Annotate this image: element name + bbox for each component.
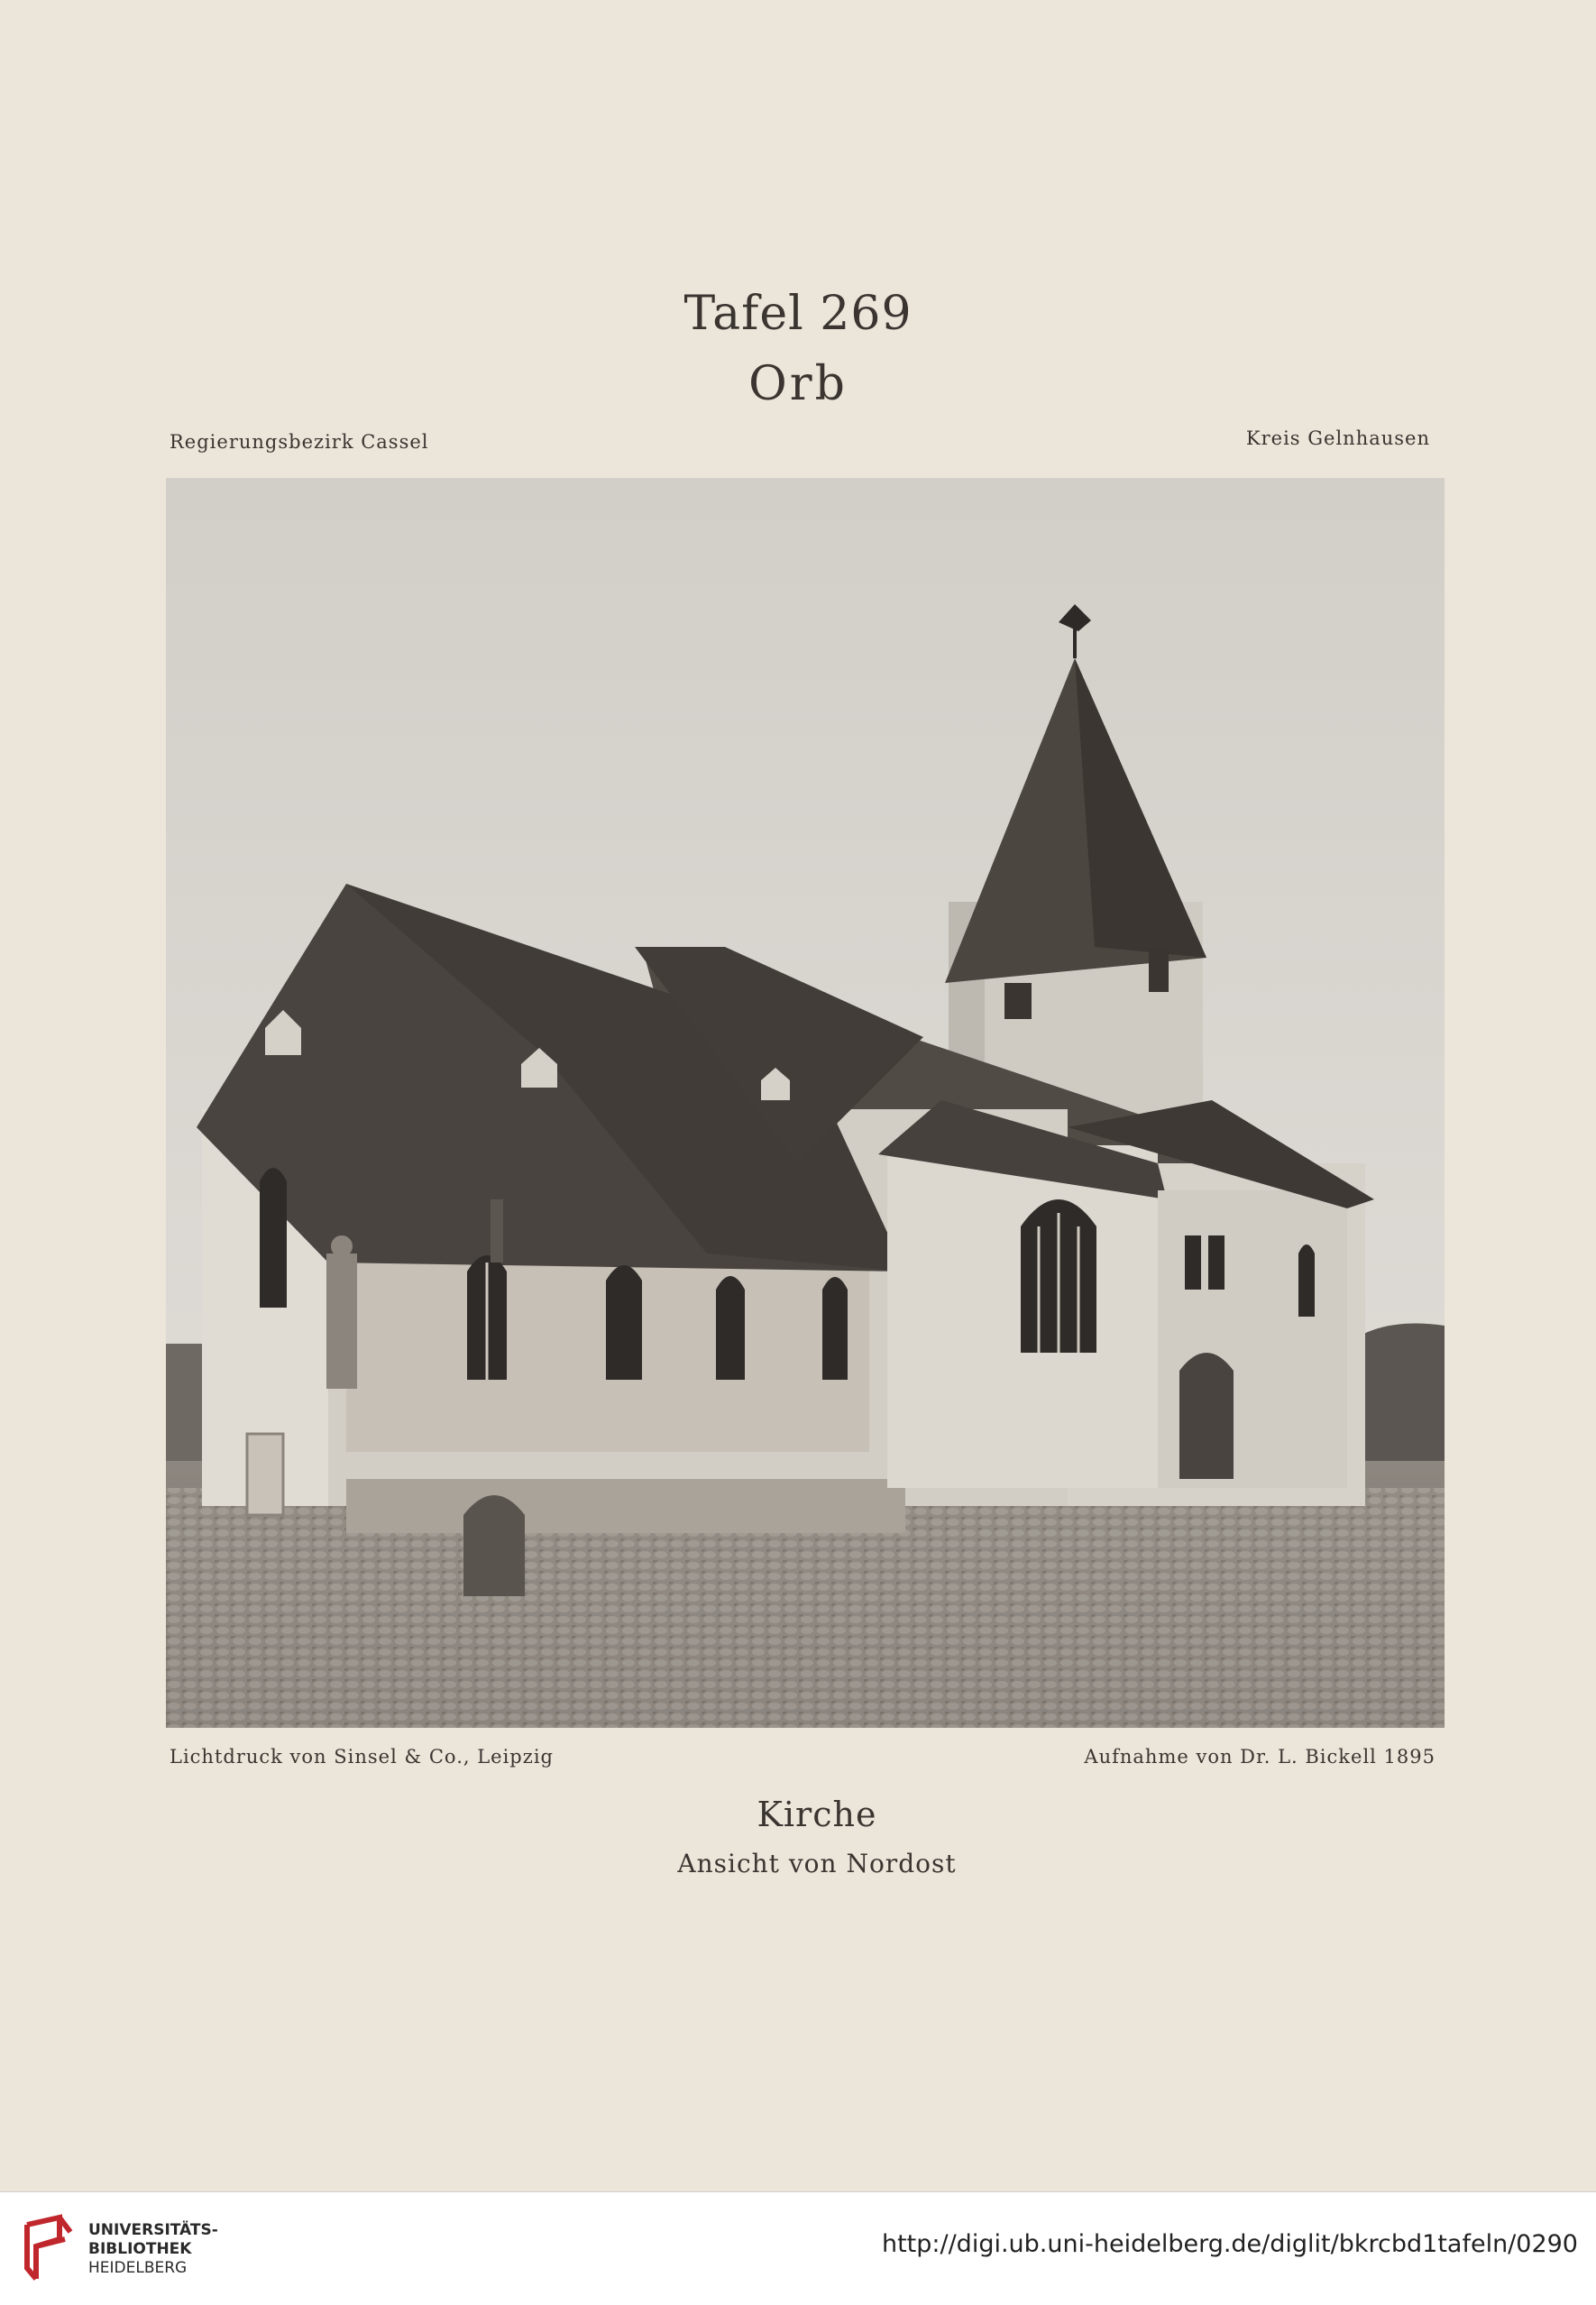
place-name: Orb bbox=[748, 357, 848, 411]
library-name-line-3: HEIDELBERG bbox=[88, 2259, 188, 2277]
permalink-url[interactable]: http://digi.ub.uni-heidelberg.de/diglit/bkrcbd1tafeln/0290 bbox=[881, 2230, 1578, 2258]
library-name[interactable] bbox=[88, 2221, 218, 2278]
library-name-line-2: BIBLIOTHEK bbox=[88, 2240, 192, 2258]
county-label: Kreis Gelnhausen bbox=[1245, 427, 1430, 449]
caption-title: Kirche bbox=[757, 1795, 877, 1834]
plate-number: Tafel 269 bbox=[683, 287, 913, 341]
library-name-line-1: UNIVERSITÄTS- bbox=[88, 2221, 218, 2239]
printer-credit: Lichtdruck von Sinsel & Co., Leipzig bbox=[170, 1746, 554, 1768]
photographer-credit: Aufnahme von Dr. L. Bickell 1895 bbox=[1084, 1746, 1435, 1768]
church-photograph bbox=[166, 478, 1445, 1728]
university-library-logo-icon[interactable] bbox=[18, 2212, 76, 2286]
footer-bar bbox=[0, 2191, 1596, 2305]
caption-subtitle: Ansicht von Nordost bbox=[677, 1849, 957, 1878]
district-label: Regierungsbezirk Cassel bbox=[170, 431, 429, 453]
